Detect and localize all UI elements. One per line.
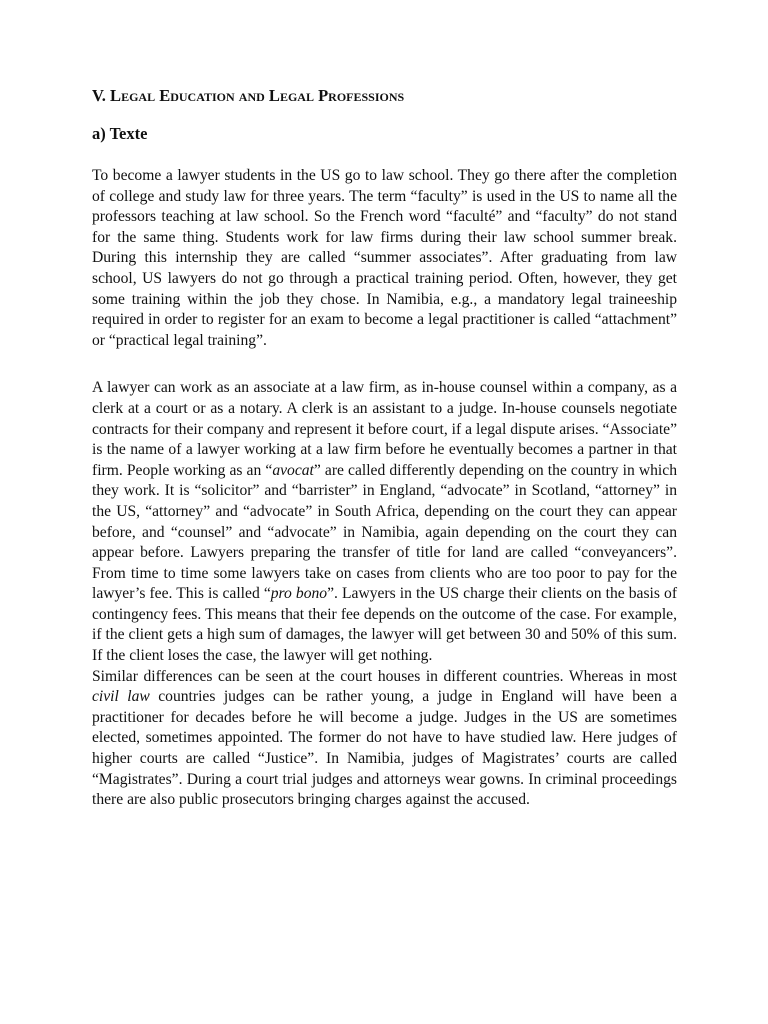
heading-rest-1: egal [121, 86, 160, 105]
section-heading [92, 84, 677, 108]
paragraph-text: A lawyer can work as an associate at a law firm, as in-house counsel within a company, as a clerk at a court or as a notary. A clerk is an assistant to a judge. In-house counsels negotiate contracts for their company and represent it before court, if a legal dispute arises. “Associate” is the name of a lawyer working at a law firm before he eventually becomes a partner in that firm. People working as an “ [92, 379, 677, 479]
heading-initial-2: E [159, 86, 171, 105]
heading-number: V. [92, 86, 111, 105]
heading-rest-2: ducation and [170, 86, 269, 105]
subsection-heading: a) Texte [92, 124, 148, 143]
heading-initial-1: L [110, 86, 122, 105]
heading-rest-4: rofessions [328, 86, 405, 105]
paragraph-lawyer-types [92, 378, 677, 666]
paragraph-text: ” are called differently depending on the country in which they work. It is “solicitor” and “barrister” in England, “advocate” in Scotland, “attorney” in the US, “attorney” and “advocate” in South Africa, depending on the court they can appear before, and “counsel” and “advocate” in Namibia, again depending on the court they can appear before. Lawyers preparing the transfer of title for land are called “conveyancers”. From time to time some lawyers take on cases from clients who are too poor to pay for the lawyer’s fee. This is called “ [92, 461, 677, 603]
italic-term-civil-law: civil law [92, 688, 150, 706]
italic-term-pro-bono: pro bono [270, 585, 328, 603]
paragraph-text: countries judges can be rather young, a judge in England will have been a practitioner for decades before he will become a judge. Judges in the US are sometimes elected, sometimes appointed. The former do not have to have studied law. Here judges of higher courts are called “Justice”. In Namibia, judges of Magistrates’ courts are called “Magistrates”. During a court trial judges and attorneys wear gowns. In criminal proceedings there are also public prosecutors bringing charges against the accused. [92, 688, 677, 809]
heading-initial-3: L [268, 86, 280, 105]
document-page [92, 84, 677, 811]
italic-term-avocat: avocat [272, 461, 314, 479]
heading-initial-4: P [318, 86, 329, 105]
heading-rest-3: egal [279, 86, 319, 105]
paragraph-judges [92, 667, 677, 811]
paragraph-text: ”. Lawyers in the US charge their clients on the basis of contingency fees. This means that their fee depends on the outcome of the case. For example, if the client gets a high sum of damages, the lawyer will get between 30 and 50% of this sum. If the client loses the case, the lawyer will get nothing. [92, 585, 678, 665]
paragraph-text: Similar differences can be seen at the court houses in different countries. Whereas in most [92, 667, 677, 685]
paragraph-law-school: To become a lawyer students in the US go to law school. They go there after the completion of college and study law for three years. The term “faculty” is used in the US to name all the professors teaching at law school. So the French word “faculté” and “faculty” do not stand for the same thing. Students work for law firms during their law school summer break. During this internship they are called “summer associates”. After graduating from law school, US lawyers do not go through a practical training period. Often, however, they get some training within the job they chose. In Namibia, e.g., a mandatory legal traineeship required in order to register for an exam to become a legal practitioner is called “attachment” or “practical legal training”. [92, 167, 677, 349]
